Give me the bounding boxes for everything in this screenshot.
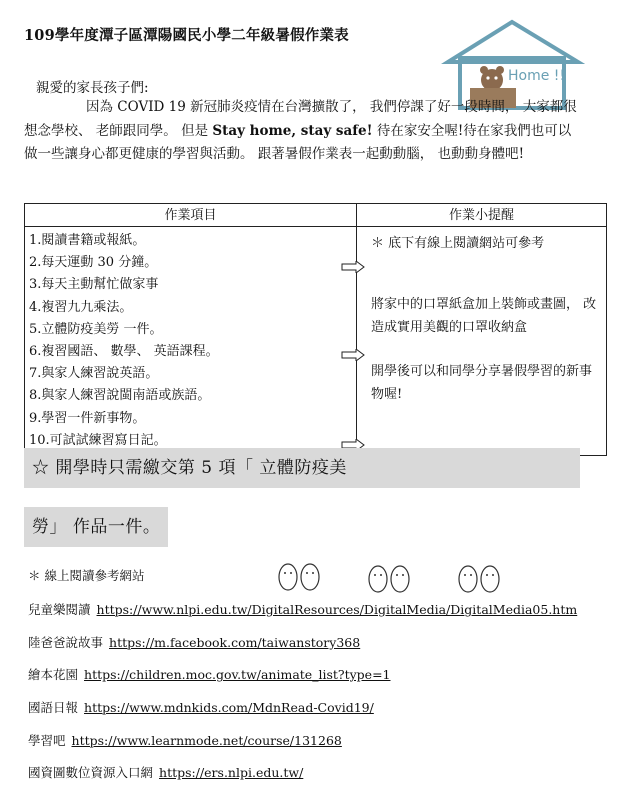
page-title: 109學年度潭子區潭陽國民小學二年級暑假作業表 — [24, 27, 349, 44]
links-heading: ＊ 線上閱讀參考網站 — [28, 568, 145, 583]
tasks-cell — [25, 227, 357, 456]
link-url[interactable]: https://www.learnmode.net/course/131268 — [71, 732, 342, 748]
reading-links — [28, 566, 577, 796]
task-item: 2.每天運動 30 分鐘。 — [29, 255, 158, 271]
link-name: 兒童樂閱讀 — [28, 602, 91, 617]
link-row — [28, 633, 577, 666]
link-name: 國資圖數位資源入口網 — [28, 765, 154, 781]
link-row — [28, 763, 577, 796]
intro-text-2: 待在家安全喔!待在家我們也可以做一些讓身心都更健康的學習與活動。 跟著暑假作業表一起動動腦， 也動動身體吧! — [24, 122, 572, 162]
task-item: 7.與家人練習說英語。 — [29, 366, 159, 382]
task-item: 10.可試試練習寫日記。 — [29, 432, 167, 448]
greeting: 親愛的家長孩子們: — [36, 80, 149, 96]
link-url[interactable]: https://www.mdnkids.com/MdnRead-Covid19/ — [84, 700, 374, 716]
notice-banner-line2: 勞」 作品一件。 — [24, 507, 168, 547]
link-row — [28, 600, 577, 633]
task-item: 1.閱讀書籍或報紙。 — [29, 233, 146, 248]
arrow-right-icon — [341, 349, 365, 361]
header-tasks: 作業項目 — [25, 204, 357, 227]
link-row — [28, 731, 577, 764]
tip-item: ＊ 底下有線上閱讀網站可參考 — [371, 236, 545, 251]
link-url[interactable]: https://ers.nlpi.edu.tw/ — [159, 765, 304, 781]
task-item: 8.與家人練習說閩南語或族語。 — [29, 388, 211, 404]
link-url[interactable]: https://m.facebook.com/taiwanstory368 — [109, 634, 361, 650]
tips-cell — [357, 227, 607, 456]
stay-home-slogan: Stay home, stay safe! — [212, 122, 373, 139]
homework-table — [24, 203, 607, 456]
link-name: 繪本花園 — [28, 667, 79, 683]
task-item: 9.學習一件新事物。 — [29, 410, 146, 426]
tip-item: 將家中的口罩紙盒加上裝飾或畫圖， 改造成實用美觀的口罩收納盒 — [371, 297, 597, 335]
link-url[interactable]: https://www.nlpi.edu.tw/DigitalResources/DigitalMedia/DigitalMedia05.htm — [96, 602, 578, 617]
link-name: 學習吧 — [28, 732, 66, 748]
link-name: 陸爸爸說故事 — [28, 634, 104, 650]
task-item: 6.複習國語、 數學、 英語課程。 — [29, 343, 219, 359]
arrow-right-icon — [341, 261, 365, 273]
link-row — [28, 698, 577, 731]
home-sign: Home !! — [508, 68, 566, 84]
link-row — [28, 665, 577, 698]
header-tips: 作業小提醒 — [357, 204, 607, 227]
task-item: 4.複習九九乘法。 — [29, 299, 133, 315]
task-item: 5.立體防疫美勞 一件。 — [29, 321, 163, 337]
notice-banner-line1: ☆ 開學時只需繳交第 5 項「 立體防疫美 — [24, 448, 580, 488]
intro-text-1: 因為 COVID 19 新冠肺炎疫情在台灣擴散了， 我們停課了好一段時間， 大家都很想念學校、 老師跟同學。 但是 — [24, 99, 577, 139]
task-item: 3.每天主動幫忙做家事 — [29, 277, 159, 293]
intro-paragraph — [24, 96, 579, 167]
tip-item: 開學後可以和同學分享暑假學習的新事物喔! — [371, 364, 593, 402]
link-name: 國語日報 — [28, 700, 79, 716]
link-url[interactable]: https://children.moc.gov.tw/animate_list?type=1 — [84, 667, 391, 683]
